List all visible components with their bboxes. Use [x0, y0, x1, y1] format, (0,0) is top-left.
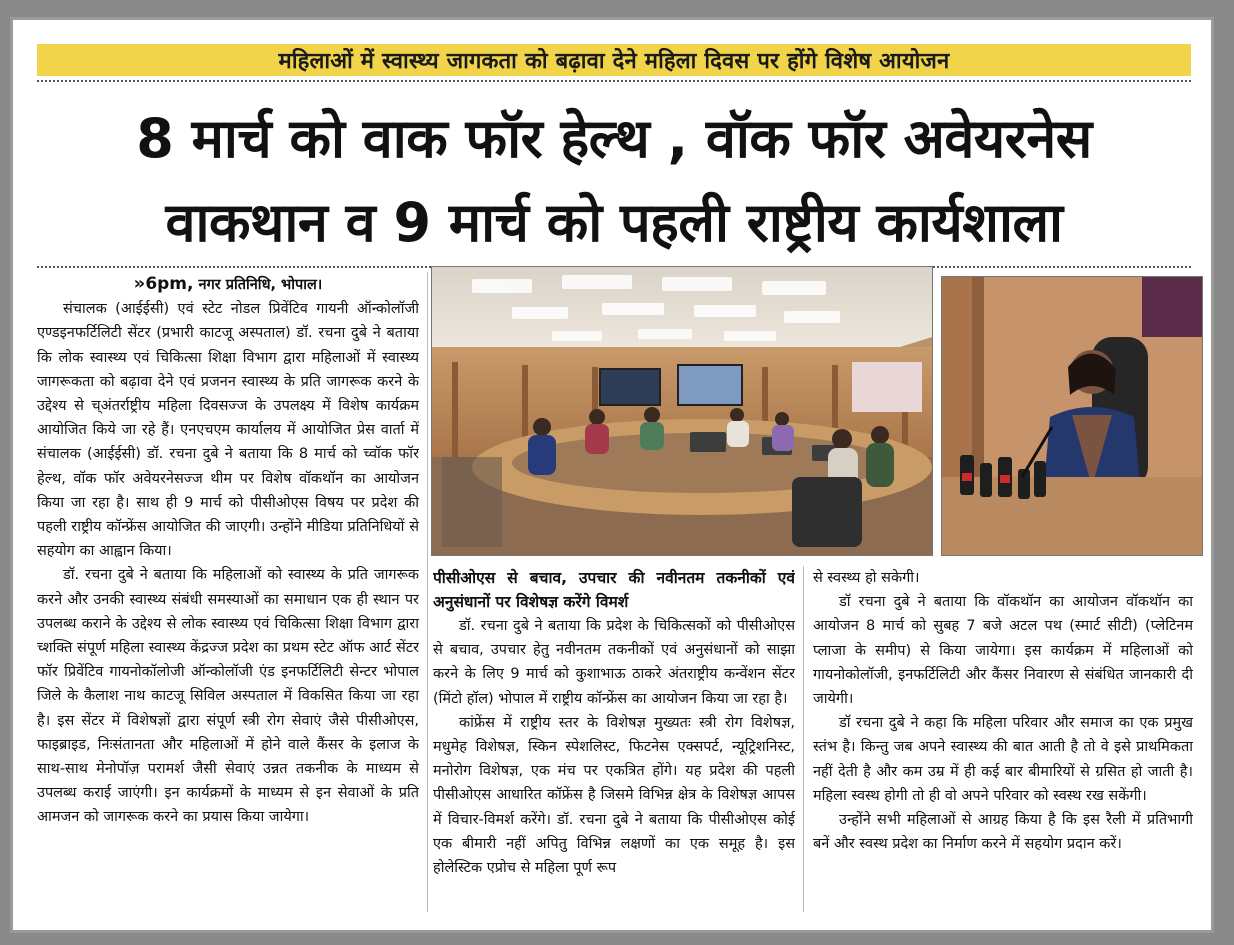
column-divider-1: [427, 272, 428, 912]
column-3-paragraph-0: से स्वस्थ्य हो सकेगी।: [813, 570, 920, 586]
column-1: [37, 272, 419, 912]
dotted-rule-top: [37, 80, 1191, 82]
chevron-marker-icon: »: [133, 273, 146, 294]
dateline-time: 6pm,: [145, 274, 194, 294]
conference-room-image: [432, 267, 932, 555]
photo-press-speaker: [941, 276, 1203, 556]
headline-line-1: 8 मार्च को वाक फॉर हेल्थ , वॉक फॉर अवेयरनेस: [136, 107, 1092, 170]
dateline: [37, 272, 419, 297]
column-3-paragraph-1: डॉ रचना दुबे ने बताया कि वॉकथॉन का आयोजन वॉकथॉन का आयोजन 8 मार्च को सुबह 7 बजे अटल पथ (स्मार्ट सीटी) (प्लेटिनम प्लाजा के समीप) से किया जायेगा। इस कार्यक्रम में महिलाओं को गायनोकोलॉजी, इनफर्टिलिटी और कैंसर निवारण से संबंधित जानकारी दी जायेगी।: [813, 594, 1193, 708]
headline-line-2: वाकथान व 9 मार्च को पहली राष्ट्रीय कार्यशाला: [165, 191, 1063, 254]
column-3: [813, 566, 1193, 912]
kicker-strap: महिलाओं में स्वास्थ्य जागकता को बढ़ावा देने महिला दिवस पर होंगे विशेष आयोजन: [37, 44, 1191, 76]
press-speaker-image: [942, 277, 1202, 555]
column-2-paragraph-1: डॉ. रचना दुबे ने बताया कि प्रदेश के चिकित्सकों को पीसीओएस से बचाव, उपचार हेतु नवीनतम तकनीकों एवं अनुसंधानों को साझा करने के लिए 9 मार्च को कुशाभाऊ ठाकरे अंतराष्ट्रीय कन्वेंशन सेंटर (मिंटो हॉल) भोपाल में राष्ट्रीय कॉन्फ्रेंस का आयोजन किया जा रहा है।: [433, 618, 795, 707]
column-2: [433, 566, 795, 912]
dateline-source: नगर प्रतिनिधि, भोपाल।: [198, 277, 323, 293]
column-1-paragraph-2: डॉ. रचना दुबे ने बताया कि महिलाओं को स्वास्थ्य के प्रति जागरूक करने और उनकी स्वास्थ्य संबंधी समस्याओं का समाधान एक ही स्थान पर उपलब्ध कराने के उद्देश्य से लोक स्वास्थ्य एवं चिकित्सा शिक्षा विभाग द्वारा च्शक्ति संपूर्ण महिला स्वास्थ्य केंद्रज्ज प्रदेश का प्रथम स्टेट ऑफ आर्ट सेंटर फॉर प्रिवेंटिव गायनोकॉलोजी ऑन्कोलॉजी एंड इनफर्टिलिटी सेन्टर भोपाल जिले के कैलाश नाथ काटजू सिविल अस्पताल में विकसित किया जा रहा है। इस सेंटर में विशेषज्ञों द्वारा संपूर्ण स्त्री रोग सेवाएं जैसे पीसीओएस, फाइब्राइड, निःसंतानता और महिलाओं में होने वाले कैंसर के इलाज के साथ-साथ मेनोपॉज़ परामर्श जैसी सेवाएं उन्नत तकनीक के माध्यम से उपलब्ध कराई जाएंगी। इन कार्यक्रमों के माध्यम से इन सेवाओं के प्रति आमजन को जागरूक करने का प्रयास किया जायेगा।: [37, 567, 419, 826]
column-divider-2: [803, 566, 804, 912]
column-3-paragraph-2: डॉ रचना दुबे ने कहा कि महिला परिवार और समाज का एक प्रमुख स्तंभ है। किन्तु जब अपने स्वास्थ्य की बात आती है तो वे इसे प्राथमिकता नहीं देती है और कम उम्र में ही कई बार बीमारियों से ग्रसित हो जाती है। महिला स्वस्थ होगी तो ही वो अपने परिवार को स्वस्थ रख सकेंगी।: [813, 715, 1193, 804]
newspaper-clipping: [10, 17, 1214, 933]
column-1-paragraph-1: संचालक (आईईसी) एवं स्टेट नोडल प्रिवेंटिव गायनी ऑन्कोलॉजी एण्डइनफर्टिलिटी सेंटर (प्रभारी काटजू अस्पताल) डॉ. रचना दुबे ने बताया कि लोक स्वास्थ्य एवं चिकित्सा शिक्षा विभाग द्वारा महिलाओं में स्वास्थ्य जागरूकता को बढ़ावा देने एवं प्रजनन स्वास्थ्य के प्रति जागरूक करने के उद्देश्य से च्अंतर्राष्ट्रीय महिला दिवसज्ज के उपलक्ष्य में विशेष कार्यक्रम आयोजित किये जा रहे हैं। एनएचएम कार्यालय में आयोजित प्रेस वार्ता में संचालक (आईईसी) डॉ. रचना दुबे ने बताया कि 8 मार्च को च्वॉक फॉर हेल्थ, वॉक फॉर अवेयरनेसज्ज थीम पर विशेष वॉकथॉन का आयोजन किया जा रहा है। साथ ही 9 मार्च को पीसीओएस विषय पर प्रदेश की पहली राष्ट्रीय कॉन्फ्रेंस आयोजित की जाएगी। उन्होंने मीडिया प्रतिनिधियों से सहयोग का आह्वान किया।: [37, 301, 419, 560]
column-2-subhead: पीसीओएस से बचाव, उपचार की नवीनतम तकनीकों एवं अनुसंधानों पर विशेषज्ञ करेंगे विमर्श: [433, 569, 795, 611]
photo-conference-room: [431, 266, 933, 556]
column-2-paragraph-2: कांफ्रेंस में राष्ट्रीय स्तर के विशेषज्ञ मुख्यतः स्त्री रोग विशेषज्ञ, मधुमेह विशेषज्ञ, स्किन स्पेशलिस्ट, फिटनेस एक्सपर्ट, न्यूट्रिशनिस्ट, मनोरोग विशेषज्ञ, एक मंच पर एकत्रित होंगे। यह प्रदेश की पहली पीसीओएस आधारित कॉफ्रेंस है जिसमे विभिन्न क्षेत्र के विशेषज्ञ आपस में विचार-विमर्श करेंगे। डॉ. रचना दुबे ने बताया कि पीसीओएस कोई एक बीमारी नहीं अपितु विभिन्न लक्षणों का एक समूह है। इस होलेस्टिक एप्रोच से महिला पूर्ण रूप: [433, 714, 795, 877]
column-3-paragraph-3: उन्होंने सभी महिलाओं से आग्रह किया है कि इस रैली में प्रतिभागी बनें और स्वस्थ प्रदेश का निर्माण करने में सहयोग प्रदान करें।: [813, 812, 1193, 853]
